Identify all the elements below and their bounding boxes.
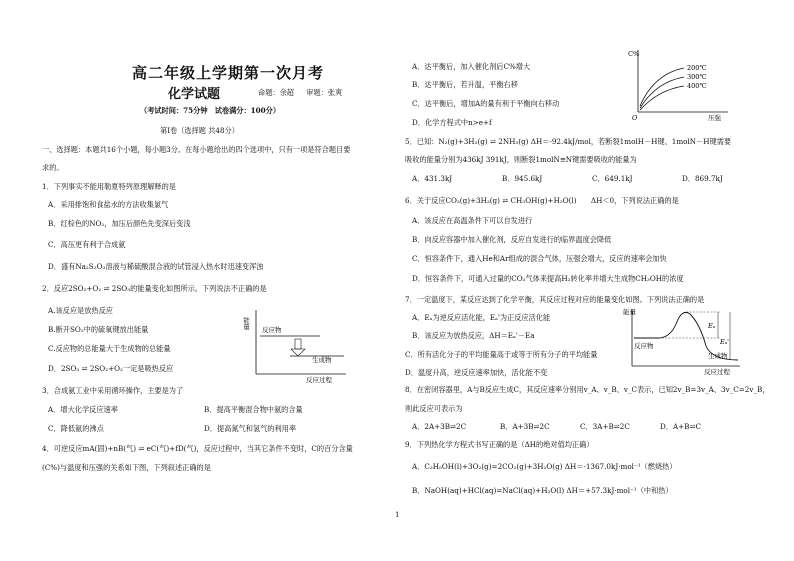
q5-option-b: B．945.6kJ <box>502 174 543 183</box>
page-number: 1 <box>395 511 400 519</box>
q3-option-a: A．增大化学反应速率 <box>48 405 118 414</box>
q7-ea-label: Eₐ <box>708 322 716 330</box>
q5-option-a: A．431.3kJ <box>412 174 453 183</box>
question-8-line-1: 8．在密闭容器里，A与B反应生成C，其反应速率分别用v_A、v_B、v_C表示，已知2v_B=3v_A、3v_C=2v_B， <box>405 385 770 394</box>
q6-option-c: C．恒容条件下，通入He和Ar组成的混合气体，压强会增大，反应的速率会加快 <box>412 254 667 263</box>
q7-y-label: 能量 <box>623 308 636 316</box>
question-7: 7．一定温度下，某反应达到了化学平衡，其反应过程对应的能量变化如图。下列说法正确的是 <box>405 295 705 304</box>
q2-option-b: B.断开SO₂中的硫氧键放出能量 <box>48 325 149 334</box>
volume-heading: 第Ⅰ卷（选择题 共48分） <box>160 126 239 135</box>
question-9: 9．下列热化学方程式书写正确的是（ΔH的绝对值均正确） <box>405 440 594 449</box>
q8-option-c: C．3A+B⇌2C <box>580 422 630 431</box>
q2-option-c: C.反应物的总能量大于生成物的总能量 <box>48 344 171 353</box>
reviewer-name: 张爽 <box>327 88 343 97</box>
q4-origin-label: O <box>632 114 638 122</box>
q7-x-label: 反应过程 <box>704 368 730 376</box>
q2-down-arrow-icon <box>291 349 305 356</box>
question-5-line-1: 5．已知：N₂(g)+3H₂(g) ⇌ 2NH₃(g) ΔH＝-92.4kJ/mol，若断裂1molH－H键、1molN－H键需要 <box>405 137 732 146</box>
author-label: 命题： <box>258 88 280 97</box>
q4-option-a: A．达平衡后，加入催化剂后C%增大 <box>412 62 531 71</box>
exam-title: 高二年级上学期第一次月考 <box>132 64 325 82</box>
q3-option-c: C．降低氨的沸点 <box>48 424 104 433</box>
q6-option-a: A．该反应在高温条件下可以自发进行 <box>412 216 533 225</box>
q1-option-c: C．高压更有利于合成氨 <box>48 240 126 249</box>
q9-option-a: A．C₂H₅OH(l)+3O₂(g)=2CO₂(g)+3H₂O(g) ΔH＝-1367.0kJ·mol⁻¹（燃烧热） <box>412 462 677 471</box>
instructions-line-1: 一、选择题：本题共16个小题，每小题3分。在每小题给出的四个选项中，只有一项是符合题目要 <box>42 145 351 154</box>
subject-title: 化学试题 <box>168 87 221 102</box>
q4-x-label: 压强 <box>708 114 721 122</box>
q2-option-d: D．2SO₃ ⇌ 2SO₂+O₂一定是吸热反应 <box>48 364 174 373</box>
q7-option-a: A．Eₐ为逆反应活化能，Eₐ'为正反应活化能 <box>412 313 551 322</box>
q8-option-b: B．A+3B⇌2C <box>500 422 550 431</box>
q4-option-b: B．达平衡后，若升温，平衡右移 <box>412 80 518 89</box>
q4-label-300: 300℃ <box>687 73 707 81</box>
reviewer-label: 审题： <box>306 88 328 97</box>
q5-option-c: C．649.1kJ <box>592 174 633 183</box>
question-1: 1．下列事实不能用勒夏特列原理解释的是 <box>42 182 176 191</box>
q5-option-d: D．869.7kJ <box>682 174 723 183</box>
q7-product-label: 生成物 <box>708 352 728 360</box>
q2-reactant-label: 反应物 <box>262 326 282 334</box>
q4-pressure-chart <box>624 44 736 124</box>
question-4-line-2: (C%)与温度和压强的关系如下图，下列叙述正确的是 <box>42 463 211 472</box>
q7-energy-diagram <box>620 304 744 378</box>
q1-option-b: B．红棕色的NO₂，加压后颜色先变深后变浅 <box>48 219 191 228</box>
q3-option-b: B．提高平衡混合物中氨的含量 <box>204 405 303 414</box>
q8-option-a: A．2A+3B⇌2C <box>412 422 467 431</box>
q7-option-c: C．所有活化分子的平均能量高于或等于所有分子的平均能量 <box>405 350 598 359</box>
q2-energy-diagram <box>244 306 348 386</box>
q4-option-c: C．达平衡后，增加A的量有利于平衡向右移动 <box>412 99 560 108</box>
q7-option-b: B．该反应为放热反应，ΔH＝Eₐ'－Ea <box>412 331 535 340</box>
q6-option-d: D．恒容条件下，可通入过量的CO₂气体来提高H₂转化率并增大生成物CH₃OH的浓度 <box>412 274 684 283</box>
q2-option-a: A.该反应是放热反应 <box>48 306 113 315</box>
q2-product-label: 生成物 <box>312 356 332 364</box>
q4-option-d: D．化学方程式中n>e+f <box>412 118 492 127</box>
instructions-line-2: 求的。 <box>42 163 64 172</box>
exam-info: （考试时间：75分钟 试卷满分：100分） <box>140 106 281 115</box>
q3-option-d: D．提高氮气和氢气的利用率 <box>204 424 297 433</box>
author-line <box>258 88 342 97</box>
q7-option-d: D．温度升高，逆反应速率加快，活化能不变 <box>405 368 548 377</box>
question-8-line-2: 则此反应可表示为 <box>405 404 463 413</box>
q9-option-b: B．NaOH(aq)+HCl(aq)=NaCl(aq)+H₂O(l) ΔH＝+57.3kJ·mol⁻¹（中和热） <box>412 486 673 495</box>
question-3: 3．合成氨工业中采用循环操作，主要是为了 <box>42 386 184 395</box>
question-5-line-2: 吸收的能量分别为436kJ 391kJ，则断裂1molN≡N键需要吸收的能量为 <box>405 155 637 164</box>
question-6: 6．关于反应CO₂(g)+3H₂(g) ⇌ CH₃OH(g)+H₂O(l) ΔH＜0，下列说法正确的是 <box>405 196 679 205</box>
q1-option-d: D．盛有Na₂S₂O₃溶液与稀硫酸混合液的试管浸入热水时迅速变浑浊 <box>48 262 264 271</box>
q1-option-a: A．采用排饱和食盐水的方法收集氯气 <box>48 200 169 209</box>
author-name: 余超 <box>279 88 294 97</box>
q6-option-b: B．向反应容器中加入催化剂，反应自发进行的临界温度会降低 <box>412 235 612 244</box>
q7-reactant-label: 反应物 <box>634 342 654 350</box>
q8-option-d: D．A+B⇌C <box>660 422 701 431</box>
q2-x-label: 反应过程 <box>306 376 332 384</box>
q7-ea2-label: Eₐ' <box>720 338 729 346</box>
q2-y-label: 能量 <box>242 317 250 330</box>
q4-label-200: 200℃ <box>687 64 707 72</box>
q4-y-label: C% <box>628 50 640 58</box>
question-4-line-1: 4．可逆反应mA(固)+nB(气) ⇌ eC(气)+fD(气)，反应过程中，当其它条件不变时，C的百分含量 <box>42 444 353 453</box>
q4-label-400: 400℃ <box>687 82 707 90</box>
q2-arrow-shaft <box>295 339 301 349</box>
q4-curve-400 <box>640 86 684 110</box>
question-2: 2．反应2SO₂+O₂ ⇌ 2SO₃的能量变化如图所示。下列说法不正确的是 <box>42 284 267 293</box>
